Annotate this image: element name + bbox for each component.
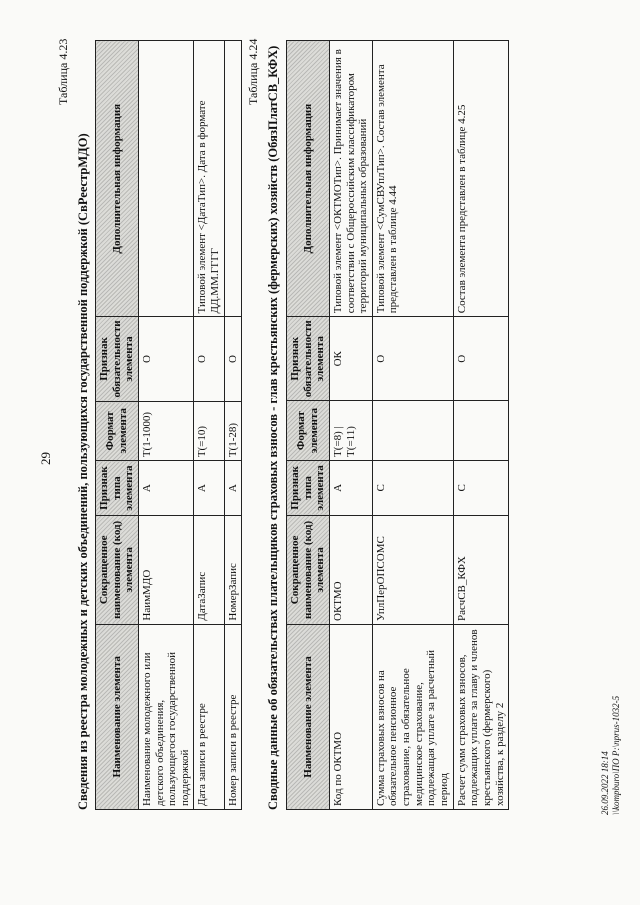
table-cell <box>224 41 242 317</box>
table1-header-cell: Признак типа элемента <box>96 461 139 516</box>
table-cell: А <box>224 461 242 516</box>
table1-header-cell: Признак обязательности элемента <box>96 317 139 401</box>
footer-path: \\kompburo\ПО Р:\nprus-1032-5 <box>610 695 621 815</box>
table1-label: Таблица 4.23 <box>56 38 70 105</box>
table-cell: ОКТМО <box>329 515 372 624</box>
table-cell <box>453 401 509 461</box>
table-cell: ДатаЗапис <box>194 516 224 625</box>
table-cell: О <box>224 317 242 401</box>
footer-datetime: 26.09.2022 18:14 <box>600 751 610 815</box>
table2-header-cell: Формат элемента <box>287 401 330 461</box>
footer-stamp <box>600 696 622 815</box>
table-cell: О <box>194 317 224 401</box>
table2 <box>286 40 509 810</box>
table-cell: А <box>329 460 372 515</box>
table-cell <box>138 41 194 317</box>
table1-header-cell: Наименование элемента <box>96 624 139 809</box>
table-cell: Сумма страховых взносов на обязательное пенсионное страхование, на обязательное медицинское страхование, подлежащая уплате за расчетный период <box>372 624 453 809</box>
table-row <box>138 41 194 810</box>
table-cell: О <box>372 317 453 401</box>
table1-title: Сведения из реестра молодежных и детских объединений, пользующихся государственной поддержкой (СвРеестрМДО) <box>76 133 90 810</box>
table2-title: Сводные данные об обязательствах плательщиков страховых взносов - глав крестьянских (фермерских) хозяйств (ОбязПлатСВ_КФХ) <box>266 45 280 810</box>
table1-header-cell: Дополнительная информация <box>96 41 139 317</box>
table1-header-row <box>96 41 139 810</box>
table-row <box>194 41 224 810</box>
table-cell: Т(=10) <box>194 401 224 461</box>
table1-header-cell: Формат элемента <box>96 401 139 461</box>
table-cell: НомерЗапис <box>224 516 242 625</box>
table-cell <box>372 401 453 461</box>
table-cell: ОК <box>329 317 372 401</box>
table-cell: Состав элемента представлен в таблице 4.25 <box>453 41 509 317</box>
table-cell: Т(1-1000) <box>138 401 194 461</box>
table-cell: О <box>453 317 509 401</box>
table2-header-cell: Сокращенное наименование (код) элемента <box>287 515 330 624</box>
table2-header-cell: Признак обязательности элемента <box>287 317 330 401</box>
table-cell: Типовой элемент <ДатаТип>. Дата в формате ДД.ММ.ГГГГ <box>194 41 224 317</box>
table-row <box>329 41 372 810</box>
table-cell: НаимМДО <box>138 516 194 625</box>
table-cell: Типовой элемент <ОКТМОТип>. Принимает значения в соответствии с Общероссийским классификатором территорий муниципальных образований <box>329 41 372 317</box>
table-cell: С <box>453 460 509 515</box>
table1 <box>95 40 242 810</box>
table-cell: С <box>372 460 453 515</box>
table2-header-cell: Дополнительная информация <box>287 41 330 317</box>
table-cell: Номер записи в реестре <box>224 624 242 809</box>
table-cell: Код по ОКТМО <box>329 624 372 809</box>
table-cell: УплПерОПСОМС <box>372 515 453 624</box>
table-row <box>224 41 242 810</box>
table-row <box>372 41 453 810</box>
table2-label: Таблица 4.24 <box>246 38 260 105</box>
table-cell: T(=8) | T(=11) <box>329 401 372 461</box>
table-cell: Типовой элемент <СумСВУплТип>. Состав элемента представлен в таблице 4.44 <box>372 41 453 317</box>
table-cell: А <box>194 461 224 516</box>
table2-header-cell: Наименование элемента <box>287 624 330 809</box>
table-cell: Расчет сумм страховых взносов, подлежащих уплате за главу и членов крестьянского (фермерского) хозяйства, к разделу 2 <box>453 624 509 809</box>
table2-header-row <box>287 41 330 810</box>
table-cell: О <box>138 317 194 401</box>
table1-header-cell: Сокращенное наименование (код) элемента <box>96 516 139 625</box>
page-number: 29 <box>38 452 53 465</box>
table-cell: РасчСВ_КФХ <box>453 515 509 624</box>
table-cell: Наименование молодежного или детского объединения, пользующегося государственной поддержкой <box>138 624 194 809</box>
table-cell: А <box>138 461 194 516</box>
table2-header-cell: Признак типа элемента <box>287 460 330 515</box>
table-row <box>453 41 509 810</box>
table-cell: Дата записи в реестре <box>194 624 224 809</box>
table-cell: Т(1-28) <box>224 401 242 461</box>
